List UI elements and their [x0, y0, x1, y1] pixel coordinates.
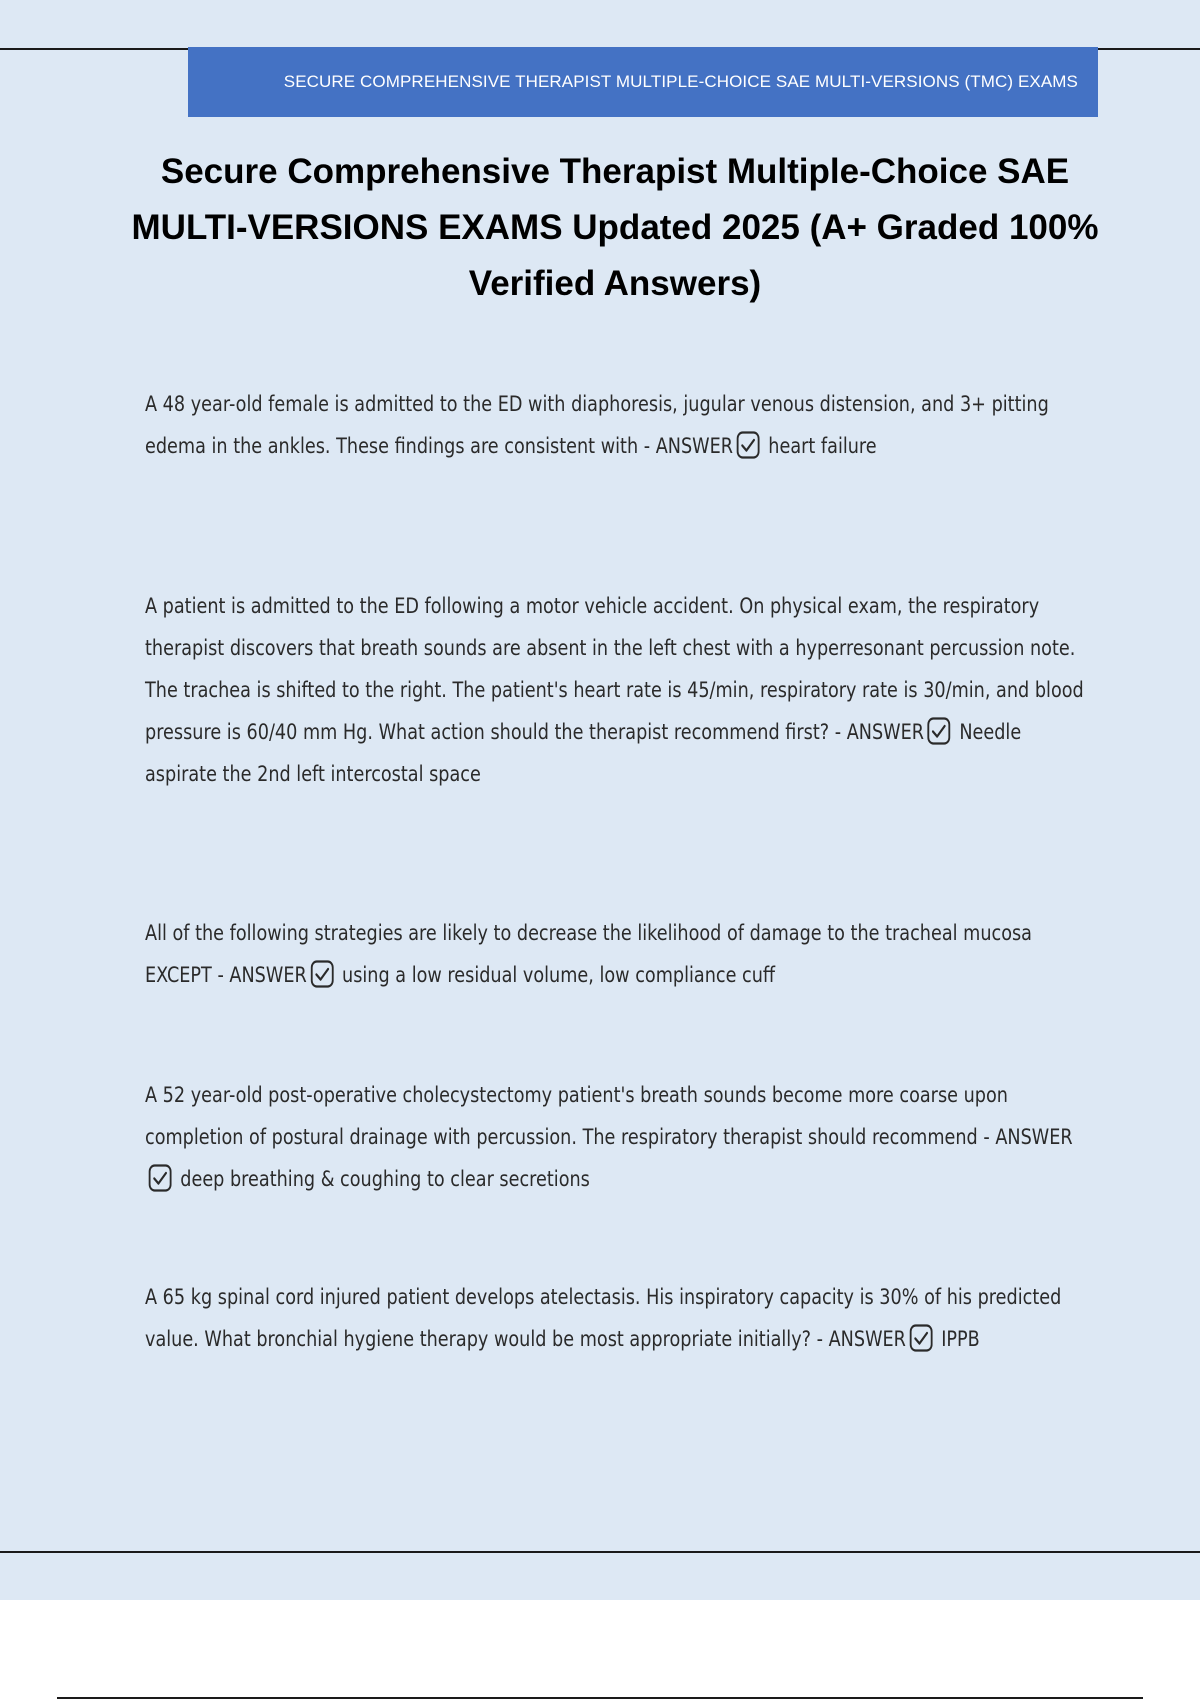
qa-item-2	[145, 585, 1094, 795]
answer-text: IPPB	[941, 1327, 980, 1351]
answer-text: heart failure	[768, 434, 877, 458]
checkbox-checked-icon	[927, 717, 951, 745]
question-text: A 52 year-old post-operative cholecystectomy patient's breath sounds become more coarse upon completion of postural drainage with percussion. The respiratory therapist should recommend	[145, 1083, 1008, 1149]
checkbox-checked-icon	[736, 431, 760, 459]
header-banner	[188, 47, 1098, 117]
checkbox-checked-icon	[909, 1324, 933, 1352]
qa-item-4	[145, 1074, 1094, 1200]
qa-item-5	[145, 1276, 1094, 1360]
answer-label: - ANSWER	[643, 434, 734, 458]
answer-text: Needle aspirate the 2nd left intercostal space	[145, 720, 1022, 786]
answer-label: - ANSWER	[983, 1125, 1073, 1149]
checkbox-checked-icon	[310, 960, 334, 988]
qa-item-1	[145, 383, 1094, 467]
page-bottom-rule	[57, 1697, 1143, 1699]
answer-label: - ANSWER	[217, 963, 307, 987]
question-text: A patient is admitted to the ED following a motor vehicle accident. On physical exam, the respiratory therapist discovers that breath sounds are absent in the left chest with a hyperresonant percussion note. The trachea is shifted to the right. The patient's heart rate is 45/min, respiratory rate is 30/min, and blood pressure is 60/40 mm Hg. What action should the therapist recommend first?	[145, 594, 1084, 744]
answer-label: - ANSWER	[816, 1327, 906, 1351]
checkbox-checked-icon	[148, 1164, 172, 1192]
question-text: A 65 kg spinal cord injured patient develops atelectasis. His inspiratory capacity is 30% of his predicted value. What bronchial hygiene therapy would be most appropriate initially?	[145, 1285, 1062, 1351]
qa-item-3	[145, 912, 1094, 996]
answer-text: deep breathing & coughing to clear secretions	[180, 1167, 590, 1191]
answer-label: - ANSWER	[834, 720, 925, 744]
answer-text: using a low residual volume, low compliance cuff	[342, 963, 776, 987]
document-title: Secure Comprehensive Therapist Multiple-Choice SAE MULTI-VERSIONS EXAMS Updated 2025 (A+ Graded 100% Verified Answers)	[131, 152, 1099, 303]
question-text: All of the following strategies are likely to decrease the likelihood of damage to the tracheal mucosa EXCEPT	[145, 921, 1033, 987]
question-text: A 48 year-old female is admitted to the ED with diaphoresis, jugular venous distension, and 3+ pitting edema in the ankles. These findings are consistent with	[145, 392, 1049, 458]
banner-text: SECURE COMPREHENSIVE THERAPIST MULTIPLE-CHOICE SAE MULTI-VERSIONS (TMC) EXAMS	[283, 72, 1078, 91]
footer-rule	[0, 1551, 1200, 1553]
